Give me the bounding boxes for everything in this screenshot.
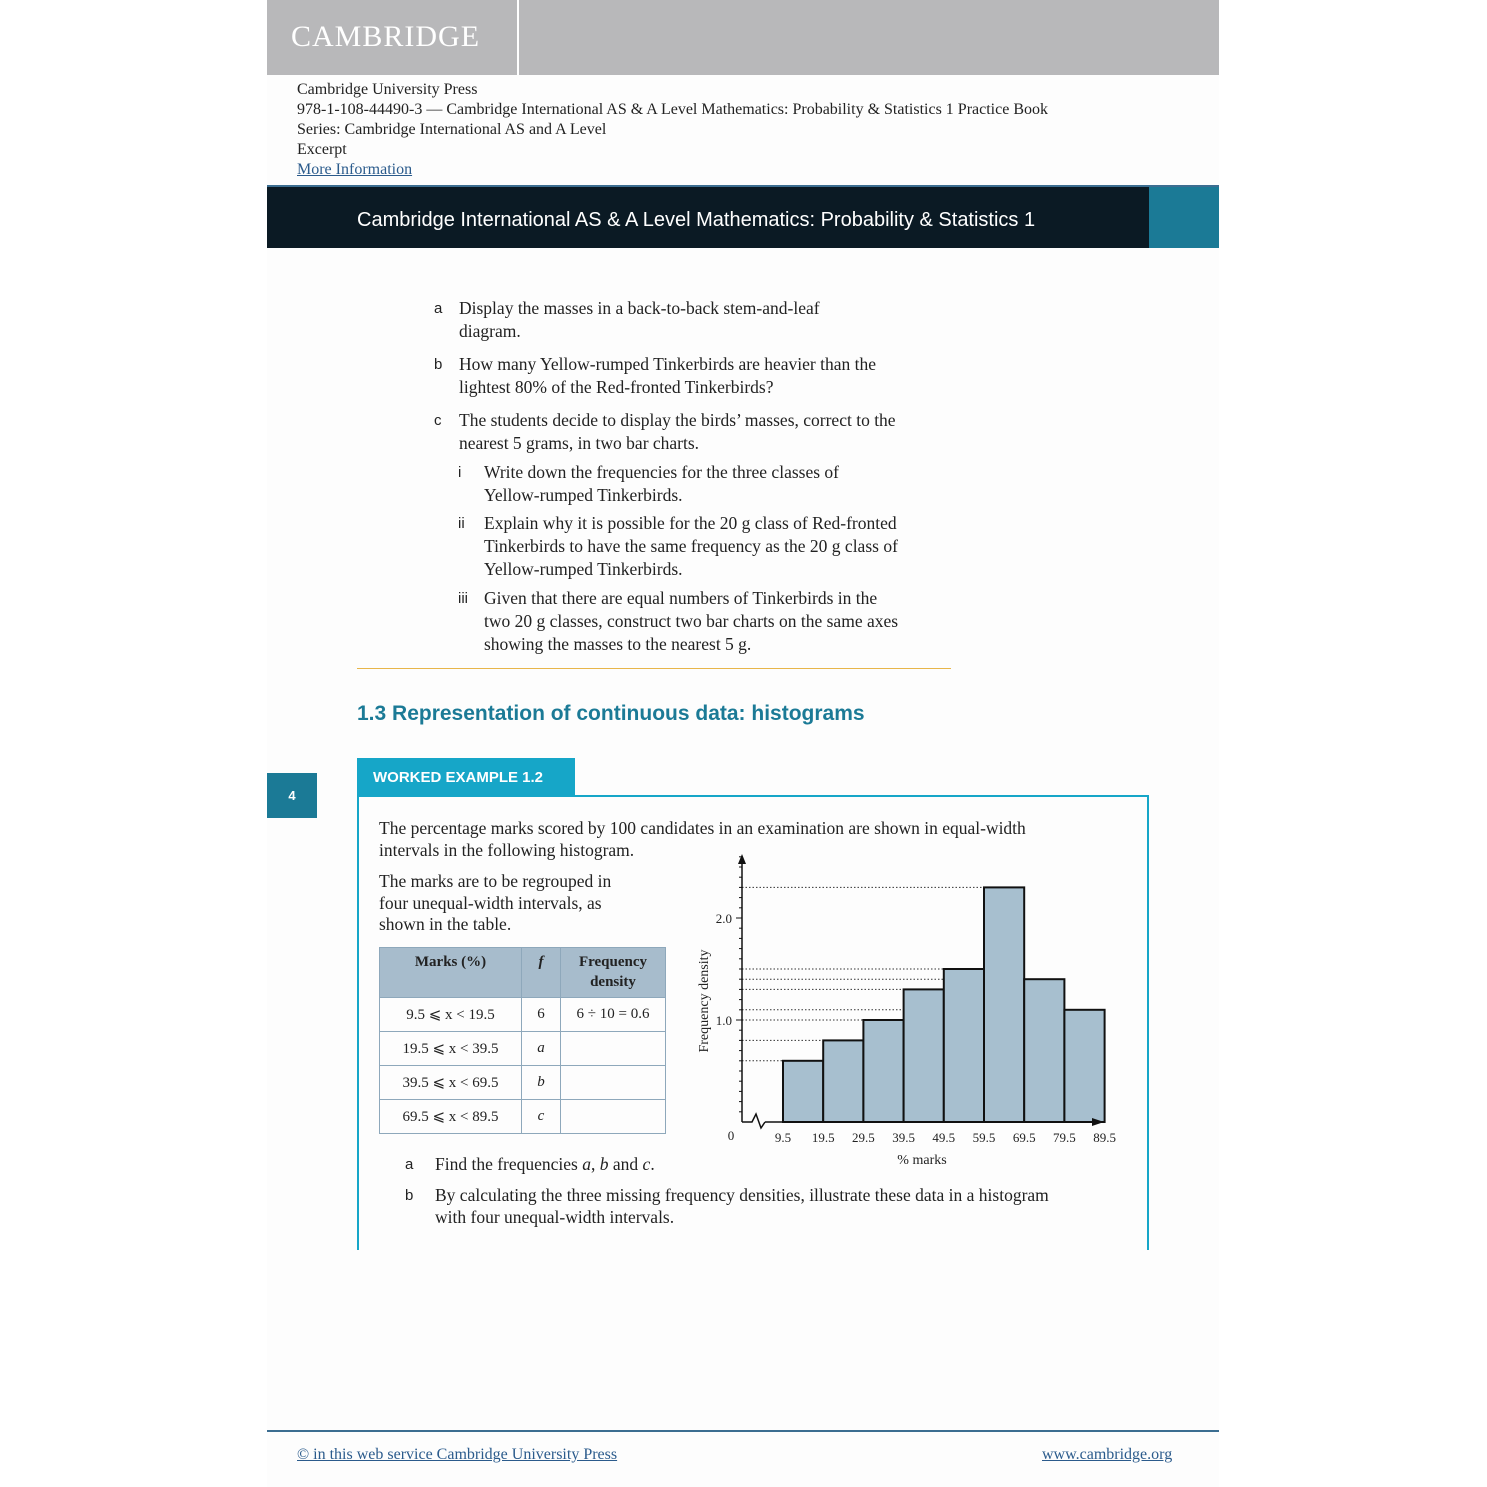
more-information-link[interactable]: More Information <box>297 161 413 178</box>
cambridge-logo[interactable]: CAMBRIDGE <box>291 20 481 53</box>
table-cell: 19.5 ⩽ x < 39.5 <box>380 1032 522 1066</box>
regroup-line: four unequal-width intervals, as <box>379 892 602 913</box>
series: Series: Cambridge International AS and A Level <box>297 121 607 138</box>
question-c-iii <box>458 587 984 656</box>
page-number: 4 <box>267 773 317 818</box>
header-bar <box>267 0 1219 75</box>
table-cell <box>561 1100 666 1134</box>
part-label: a <box>405 1156 414 1173</box>
part-line: By calculating the three missing frequency densities, illustrate these data in a histogram <box>435 1185 1049 1205</box>
copyright-link[interactable]: © in this web service Cambridge University Press <box>297 1446 618 1463</box>
y-tick-label: 2.0 <box>715 911 732 926</box>
column-header-marks: Marks (%) <box>380 948 522 998</box>
regroup-line: shown in the table. <box>379 914 512 934</box>
book-title: Cambridge International AS & A Level Mathematics: Probability & Statistics 1 <box>357 209 1036 231</box>
column-header-frequency-density: Frequency density <box>561 948 666 998</box>
histogram-bar <box>823 1040 863 1122</box>
histogram-bar <box>783 1061 823 1122</box>
x-tick-label: 79.5 <box>1053 1130 1076 1145</box>
question-line: How many Yellow-rumped Tinkerbirds are heavier than the <box>459 354 877 374</box>
question-line: Explain why it is possible for the 20 g class of Red-fronted <box>484 513 897 533</box>
x-tick-label: 59.5 <box>972 1130 996 1145</box>
histogram-bar <box>1064 1010 1104 1122</box>
question-label: b <box>434 356 443 373</box>
regroup-text <box>379 871 679 936</box>
y-axis-label: Frequency density <box>697 949 712 1053</box>
table-row <box>380 998 666 1032</box>
histogram-bars <box>783 887 1105 1122</box>
histogram-bar <box>944 969 984 1122</box>
section-title: 1.3 Representation of continuous data: histograms <box>357 702 865 725</box>
part-label: b <box>405 1187 414 1204</box>
question-c <box>434 409 979 455</box>
marks-table <box>379 947 666 1134</box>
table-cell: 6 <box>522 998 561 1032</box>
x-tick-label: 69.5 <box>1012 1130 1036 1145</box>
section-divider <box>357 668 951 669</box>
question-line: Yellow-rumped Tinkerbirds. <box>484 485 683 505</box>
question-line: diagram. <box>459 321 521 341</box>
header-divider <box>517 0 519 75</box>
histogram-chart <box>682 848 1142 1173</box>
x-axis-label: % marks <box>897 1153 947 1168</box>
table-cell: 6 ÷ 10 = 0.6 <box>561 998 666 1032</box>
table-cell: 39.5 ⩽ x < 69.5 <box>380 1066 522 1100</box>
table-row <box>380 1100 666 1134</box>
origin-label: 0 <box>727 1128 735 1143</box>
y-axis-arrow <box>738 854 746 864</box>
worked-example-tab: WORKED EXAMPLE 1.2 <box>357 758 575 796</box>
histogram-bar <box>984 887 1024 1122</box>
table-row <box>380 1032 666 1066</box>
question-line: Write down the frequencies for the three classes of <box>484 462 839 482</box>
y-tick-label: 1.0 <box>715 1013 732 1028</box>
question-label: i <box>458 464 462 481</box>
question-line: Yellow-rumped Tinkerbirds. <box>484 559 683 579</box>
book-isbn-title: 978-1-108-44490-3 — Cambridge International AS & A Level Mathematics: Probability & Statistics 1 Practice Book <box>297 101 1048 118</box>
question-b <box>434 353 979 399</box>
table-cell: 69.5 ⩽ x < 89.5 <box>380 1100 522 1134</box>
table-cell: a <box>522 1032 561 1066</box>
book-metadata <box>297 80 1048 180</box>
table-row <box>380 1066 666 1100</box>
question-label: c <box>434 412 442 429</box>
regroup-line: The marks are to be regrouped in <box>379 871 612 891</box>
x-tick-label: 9.5 <box>774 1130 792 1145</box>
x-axis-break <box>742 1114 765 1128</box>
table-cell: c <box>522 1100 561 1134</box>
part-a-text: Find the frequencies a, b and c. <box>435 1154 655 1174</box>
x-tick-label: 49.5 <box>932 1130 956 1145</box>
x-tick-label: 29.5 <box>852 1130 875 1145</box>
question-label: iii <box>458 590 468 607</box>
worked-example-part-a <box>405 1154 935 1176</box>
intro-line: intervals in the following histogram. <box>379 839 635 860</box>
question-line: nearest 5 grams, in two bar charts. <box>459 433 700 453</box>
question-line: Tinkerbirds to have the same frequency as the 20 g class of <box>484 536 898 556</box>
question-line: two 20 g classes, construct two bar charts on the same axes <box>484 611 899 631</box>
question-line: Display the masses in a back-to-back stem-and-leaf <box>459 298 820 318</box>
cambridge-website-link[interactable]: www.cambridge.org <box>1042 1446 1173 1463</box>
question-line: showing the masses to the nearest 5 g. <box>484 634 752 654</box>
table-cell <box>561 1066 666 1100</box>
part-line: with four unequal-width intervals. <box>435 1206 675 1227</box>
worked-example-part-b <box>405 1185 1165 1228</box>
question-label: a <box>434 300 443 317</box>
x-tick-label: 89.5 <box>1093 1130 1116 1145</box>
question-line: lightest 80% of the Red-fronted Tinkerbirds? <box>459 377 774 397</box>
question-c-i <box>458 461 984 507</box>
intro-line: The percentage marks scored by 100 candidates in an examination are shown in equal-width <box>379 818 1026 838</box>
question-line: The students decide to display the birds’ masses, correct to the <box>459 410 896 430</box>
question-a <box>434 297 959 343</box>
page <box>267 0 1219 1487</box>
question-c-ii <box>458 512 984 581</box>
excerpt-label: Excerpt <box>297 141 347 158</box>
table-cell: b <box>522 1066 561 1100</box>
histogram-bar <box>1024 979 1064 1122</box>
question-line: Given that there are equal numbers of Tinkerbirds in the <box>484 588 878 608</box>
histogram-bar <box>904 989 944 1122</box>
column-header-f: f <box>522 948 561 998</box>
table-header-row <box>380 948 666 998</box>
table-cell <box>561 1032 666 1066</box>
publisher: Cambridge University Press <box>297 81 478 98</box>
question-label: ii <box>458 515 465 532</box>
x-tick-label: 19.5 <box>811 1130 835 1145</box>
table-cell: 9.5 ⩽ x < 19.5 <box>380 998 522 1032</box>
histogram-bar <box>863 1020 903 1122</box>
title-band-tab <box>1149 187 1219 248</box>
footer-rule <box>267 1430 1219 1432</box>
x-tick-label: 39.5 <box>892 1130 915 1145</box>
